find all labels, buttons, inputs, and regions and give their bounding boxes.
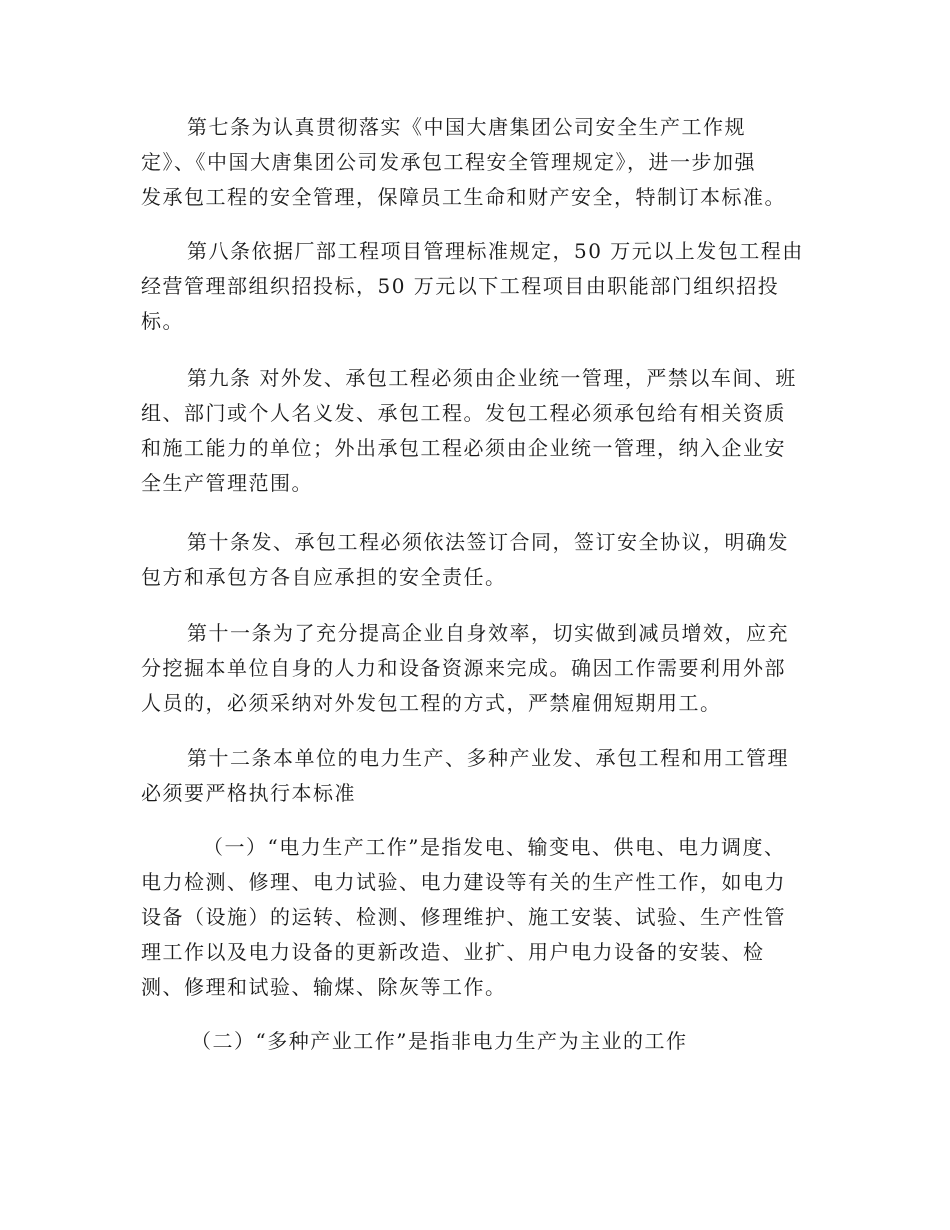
text-line: 第八条依据厂部工程项目管理标准规定，50 万元以上发包工程由 (187, 239, 804, 263)
text-line: 标。 (141, 309, 184, 333)
text-line: 必须要严格执行本标准 (141, 781, 356, 805)
text-line: 全生产管理范围。 (141, 471, 313, 495)
text-line: 包方和承包方各自应承担的安全责任。 (141, 565, 507, 589)
text-line: 理工作以及电力设备的更新改造、业扩、用户电力设备的安装、检 (141, 940, 765, 964)
text-line: 组、部门或个人名义发、承包工程。发包工程必须承包给有相关资质 (141, 401, 786, 425)
text-line: 经营管理部组织招投标，50 万元以下工程项目由职能部门组织招投 (141, 274, 780, 298)
text-line: 第十一条为了充分提高企业自身效率，切实做到减员增效，应充 (187, 621, 789, 645)
text-line: 分挖掘本单位自身的人力和设备资源来完成。确因工作需要利用外部 (141, 656, 786, 680)
text-line: 和施工能力的单位；外出承包工程必须由企业统一管理，纳入企业安 (141, 436, 786, 460)
article-11-paragraph (141, 616, 801, 721)
text-line: （二）“多种产业工作”是指非电力生产为主业的工作 (191, 1029, 688, 1053)
text-line: （一）“电力生产工作”是指发电、输变电、供电、电力调度、 (203, 835, 786, 859)
text-line: 第十条发、承包工程必须依法签订合同，签订安全协议，明确发 (187, 530, 789, 554)
text-line: 设备（设施）的运转、检测、修理维护、施工安装、试验、生产性管 (141, 905, 786, 929)
item-1-paragraph (141, 830, 801, 1005)
text-line: 第十二条本单位的电力生产、多种产业发、承包工程和用工管理 (187, 746, 789, 770)
text-line: 人员的，必须采纳对外发包工程的方式，严禁雇佣短期用工。 (141, 691, 722, 715)
item-2-paragraph (141, 1024, 801, 1059)
text-line: 发承包工程的安全管理，保障员工生命和财产安全，特制订本标准。 (141, 185, 786, 209)
text-line: 测、修理和试验、输煤、除灰等工作。 (141, 975, 507, 999)
text-line: 第九条 对外发、承包工程必须由企业统一管理，严禁以车间、班 (187, 366, 797, 390)
article-9-paragraph (141, 361, 801, 501)
article-8-paragraph (141, 234, 804, 339)
article-10-paragraph (141, 525, 801, 595)
article-12-paragraph (141, 741, 801, 811)
text-line: 第七条为认真贯彻落实《中国大唐集团公司安全生产工作规 (187, 115, 746, 139)
text-line: 定》、《中国大唐集团公司发承包工程安全管理规定》，进一步加强 (141, 150, 756, 174)
text-line: 电力检测、修理、电力试验、电力建设等有关的生产性工作，如电力 (141, 870, 786, 894)
article-7-paragraph (141, 110, 801, 215)
